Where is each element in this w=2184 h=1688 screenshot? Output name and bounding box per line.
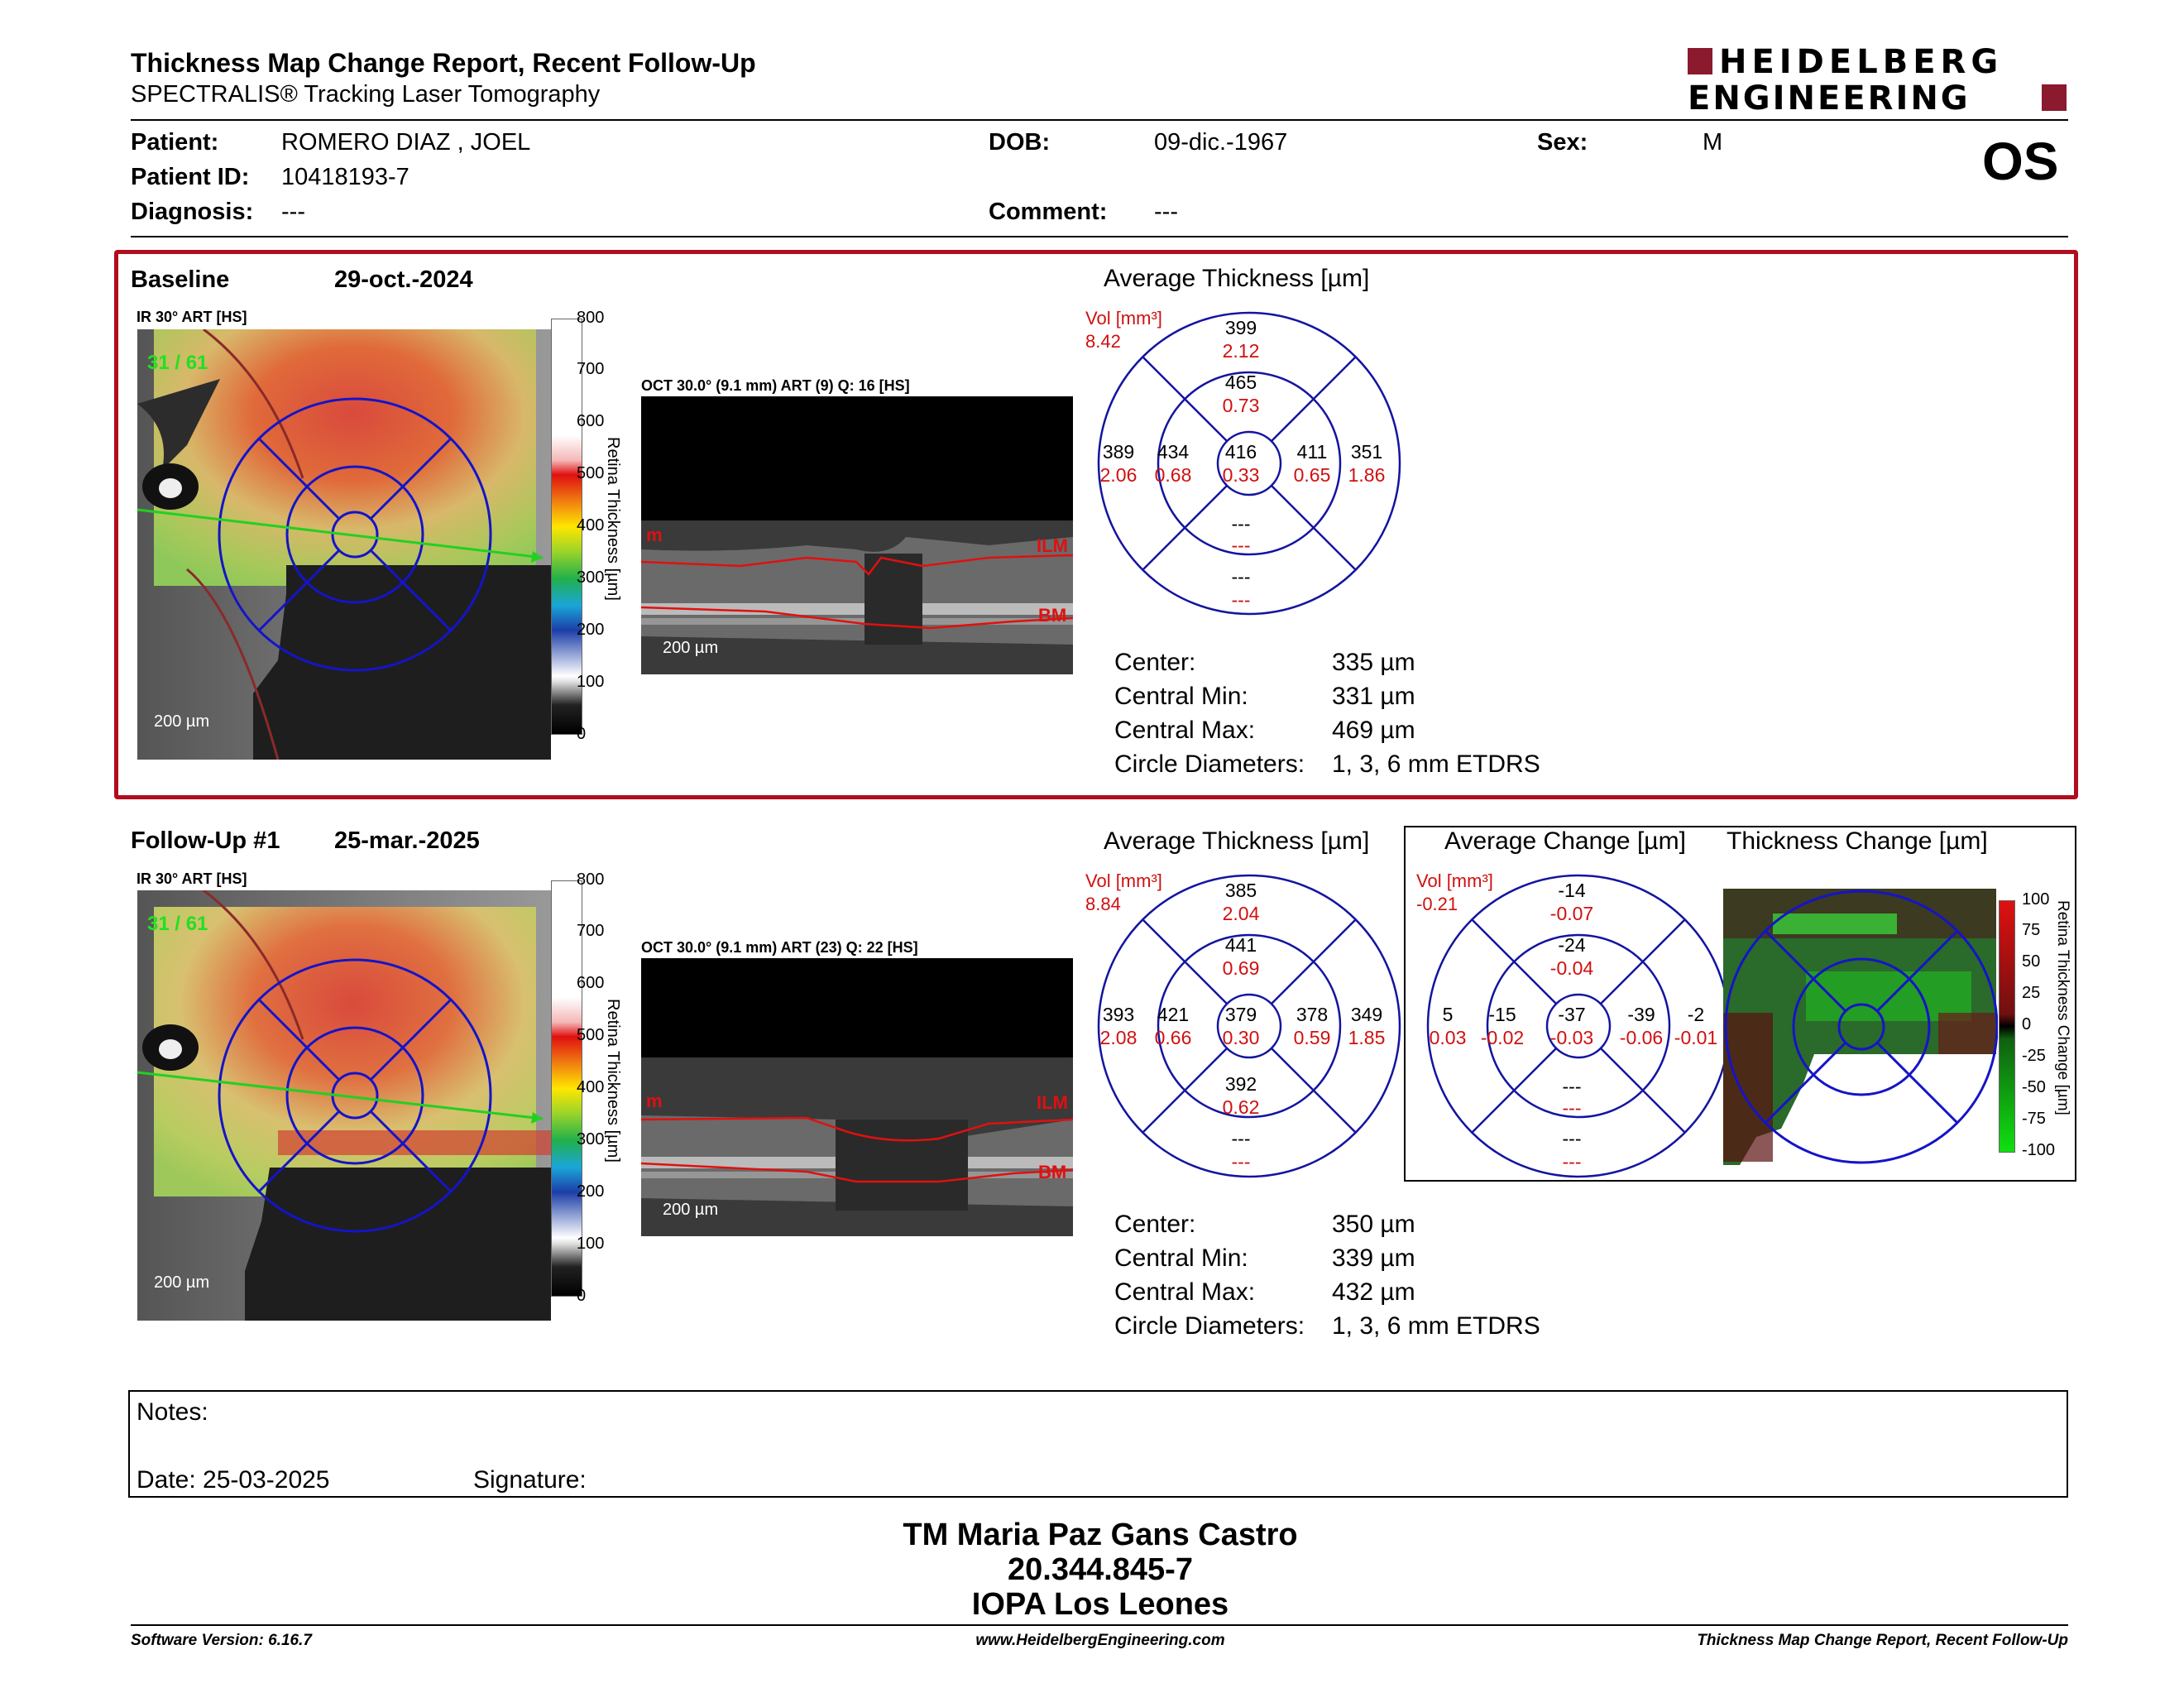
change-vol-value: -0.21 — [1416, 894, 1458, 914]
sex-value: M — [1703, 129, 1723, 156]
patient-label: Patient: — [131, 129, 219, 156]
oct-scalebar: 200 µm — [663, 1201, 719, 1219]
baseline-fundus-scalebar: 200 µm — [154, 712, 210, 731]
scale-tick: 300 — [577, 568, 605, 587]
scale-tick: 100 — [577, 673, 605, 691]
signer-clinic: IOPA Los Leones — [971, 1587, 1229, 1622]
etdrs-inner-left: 434 — [1157, 441, 1190, 463]
etdrs-outer-bottom-vol: --- — [1231, 1151, 1251, 1172]
heidelberg-logo — [1688, 45, 2068, 119]
change-scale-label: Retina Thickness Change [µm] — [2054, 900, 2071, 1115]
change-inner-left: -15 — [1488, 1004, 1516, 1025]
oct-m-marker: m — [646, 1091, 663, 1111]
etdrs-outer-right: 351 — [1350, 441, 1383, 463]
etdrs-inner-left-vol: 0.66 — [1154, 1027, 1192, 1048]
dob-label: DOB: — [989, 129, 1051, 156]
etdrs-inner-top-vol: 0.73 — [1222, 395, 1260, 416]
etdrs-outer-bottom-vol: --- — [1231, 589, 1251, 611]
change-scale-tick: -75 — [2022, 1110, 2046, 1128]
baseline-vol-value: 8.42 — [1085, 331, 1121, 352]
summary-min-label: Central Min: — [1114, 683, 1248, 710]
change-scale-tick: 50 — [2022, 952, 2041, 971]
change-center-vol: -0.03 — [1549, 1027, 1594, 1048]
followup-date: 25-mar.-2025 — [334, 827, 480, 854]
scale-tick: 300 — [577, 1130, 605, 1149]
summary-max-value: 432 µm — [1332, 1278, 1415, 1306]
change-scale — [1999, 900, 2015, 1153]
patient-id-value: 10418193-7 — [281, 164, 410, 190]
notes-signature: Signature: — [473, 1466, 587, 1494]
etdrs-outer-right-vol: 1.86 — [1348, 464, 1386, 486]
followup-oct-label: OCT 30.0° (9.1 mm) ART (23) Q: 22 [HS] — [641, 939, 918, 956]
notes-date: Date: 25-03-2025 — [136, 1466, 330, 1494]
patient-name: ROMERO DIAZ , JOEL — [281, 129, 531, 156]
etdrs-inner-right-vol: 0.59 — [1293, 1027, 1331, 1048]
change-scale-tick: -50 — [2022, 1078, 2046, 1096]
baseline-counter: 31 / 61 — [147, 352, 208, 374]
scale-tick: 600 — [577, 412, 605, 430]
summary-circ-value: 1, 3, 6 mm ETDRS — [1332, 1312, 1540, 1340]
etdrs-outer-top-vol: 2.12 — [1222, 340, 1260, 362]
change-inner-bottom-vol: --- — [1562, 1097, 1582, 1119]
summary-center-value: 335 µm — [1332, 649, 1415, 676]
footer-version: Software Version: 6.16.7 — [131, 1632, 312, 1649]
summary-max-value: 469 µm — [1332, 717, 1415, 744]
oct-scalebar: 200 µm — [663, 639, 719, 657]
notes-label: Notes: — [136, 1398, 208, 1426]
sex-label: Sex: — [1537, 129, 1588, 156]
change-scale-tick: -25 — [2022, 1047, 2046, 1065]
diagnosis-label: Diagnosis: — [131, 199, 254, 225]
change-inner-top-vol: -0.04 — [1549, 957, 1594, 979]
baseline-vol-label: Vol [mm³] — [1085, 308, 1162, 328]
change-outer-bottom: --- — [1562, 1128, 1582, 1149]
footer-report: Thickness Map Change Report, Recent Follow-Up — [1697, 1632, 2068, 1649]
logo-line1: HEIDELBERG — [1719, 43, 2004, 81]
summary-min-value: 331 µm — [1332, 683, 1415, 710]
change-outer-left: 5 — [1442, 1004, 1454, 1025]
scale-tick: 200 — [577, 621, 605, 639]
etdrs-inner-right: 378 — [1296, 1004, 1329, 1025]
etdrs-outer-bottom: --- — [1231, 1128, 1251, 1149]
summary-center-value: 350 µm — [1332, 1211, 1415, 1238]
change-scale-tick: 100 — [2022, 890, 2050, 909]
etdrs-center-vol: 0.33 — [1222, 464, 1260, 486]
oct-m-marker: m — [646, 525, 663, 545]
logo-line2: ENGINEERING — [1688, 79, 1971, 117]
summary-circ-value: 1, 3, 6 mm ETDRS — [1332, 750, 1540, 778]
baseline-label: Baseline — [131, 266, 230, 293]
report-title: Thickness Map Change Report, Recent Follow-Up — [131, 48, 756, 78]
summary-circ-label: Circle Diameters: — [1114, 1312, 1305, 1340]
baseline-oct-label: OCT 30.0° (9.1 mm) ART (9) Q: 16 [HS] — [641, 377, 910, 394]
thickness-change-map — [1723, 889, 1998, 1165]
scale-tick: 700 — [577, 360, 605, 378]
logo-square-icon — [1688, 48, 1712, 74]
change-outer-right-vol: -0.01 — [1674, 1027, 1718, 1048]
followup-counter: 31 / 61 — [147, 913, 208, 935]
followup-fundus-scalebar: 200 µm — [154, 1273, 210, 1292]
change-outer-bottom-vol: --- — [1562, 1151, 1582, 1172]
baseline-date: 29-oct.-2024 — [334, 266, 473, 293]
baseline-fundus-image — [137, 329, 551, 760]
etdrs-outer-left: 393 — [1102, 1004, 1135, 1025]
scale-tick: 600 — [577, 974, 605, 992]
followup-oct-image — [641, 958, 1073, 1236]
footer-website[interactable]: www.HeidelbergEngineering.com — [975, 1632, 1225, 1649]
scale-tick: 0 — [577, 725, 587, 743]
etdrs-inner-top: 465 — [1224, 372, 1257, 393]
summary-circ-label: Circle Diameters: — [1114, 750, 1305, 778]
followup-vol-value: 8.84 — [1085, 894, 1121, 914]
summary-center-label: Center: — [1114, 1211, 1196, 1238]
etdrs-inner-bottom-vol: 0.62 — [1222, 1096, 1260, 1118]
etdrs-inner-bottom: 392 — [1224, 1073, 1257, 1095]
etdrs-inner-left-vol: 0.68 — [1154, 464, 1192, 486]
summary-min-label: Central Min: — [1114, 1244, 1248, 1272]
followup-avg-title: Average Thickness [µm] — [1104, 827, 1370, 855]
change-scale-tick: -100 — [2022, 1141, 2056, 1159]
baseline-oct-image — [641, 396, 1073, 674]
change-inner-bottom: --- — [1562, 1076, 1582, 1097]
etdrs-outer-bottom: --- — [1231, 566, 1251, 587]
summary-max-label: Central Max: — [1114, 1278, 1256, 1306]
change-inner-top: -24 — [1558, 934, 1586, 956]
etdrs-outer-left: 389 — [1102, 441, 1135, 463]
etdrs-inner-bottom-vol: --- — [1231, 535, 1251, 556]
etdrs-inner-left: 421 — [1157, 1004, 1190, 1025]
etdrs-outer-left-vol: 2.06 — [1099, 464, 1138, 486]
scale-tick: 200 — [577, 1182, 605, 1201]
etdrs-center: 416 — [1224, 441, 1257, 463]
baseline-avg-title: Average Thickness [µm] — [1104, 265, 1370, 292]
change-outer-right: -2 — [1687, 1004, 1705, 1025]
oct-bm-label: BM — [1038, 605, 1067, 626]
followup-vol-label: Vol [mm³] — [1085, 870, 1162, 891]
etdrs-outer-left-vol: 2.08 — [1099, 1027, 1138, 1048]
change-inner-right-vol: -0.06 — [1619, 1027, 1664, 1048]
etdrs-inner-top-vol: 0.69 — [1222, 957, 1260, 979]
etdrs-outer-top-vol: 2.04 — [1222, 903, 1260, 924]
change-center: -37 — [1558, 1004, 1586, 1025]
followup-label: Follow-Up #1 — [131, 827, 280, 854]
scale-tick: 100 — [577, 1235, 605, 1253]
eye-label: OS — [1982, 132, 2059, 191]
signer-name: TM Maria Paz Gans Castro — [903, 1518, 1298, 1552]
thickness-change-title: Thickness Change [µm] — [1727, 827, 1988, 855]
change-outer-top: -14 — [1558, 880, 1586, 901]
oct-ilm-label: ILM — [1037, 535, 1068, 556]
baseline-ir-label: IR 30° ART [HS] — [136, 309, 247, 325]
signer-id: 20.344.845-7 — [1008, 1552, 1193, 1587]
change-inner-right: -39 — [1627, 1004, 1655, 1025]
etdrs-inner-bottom: --- — [1231, 513, 1251, 535]
etdrs-inner-top: 441 — [1224, 934, 1257, 956]
etdrs-inner-right: 411 — [1296, 441, 1328, 463]
etdrs-center-vol: 0.30 — [1222, 1027, 1260, 1048]
report-subtitle: SPECTRALIS® Tracking Laser Tomography — [131, 81, 601, 108]
comment-label: Comment: — [989, 199, 1108, 225]
etdrs-outer-right-vol: 1.85 — [1348, 1027, 1386, 1048]
change-scale-tick: 25 — [2022, 984, 2041, 1002]
change-scale-tick: 0 — [2022, 1015, 2032, 1033]
baseline-scale-label: Retina Thickness [µm] — [604, 437, 622, 601]
patient-id-label: Patient ID: — [131, 164, 250, 190]
etdrs-outer-right: 349 — [1350, 1004, 1383, 1025]
summary-min-value: 339 µm — [1332, 1244, 1415, 1272]
change-outer-left-vol: 0.03 — [1429, 1027, 1467, 1048]
comment-value: --- — [1154, 199, 1178, 225]
change-inner-left-vol: -0.02 — [1480, 1027, 1525, 1048]
scale-tick: 400 — [577, 516, 605, 535]
scale-tick: 0 — [577, 1287, 587, 1305]
scale-tick: 500 — [577, 464, 605, 482]
etdrs-center: 379 — [1224, 1004, 1257, 1025]
etdrs-outer-top: 385 — [1224, 880, 1257, 901]
oct-bm-label: BM — [1038, 1162, 1067, 1182]
change-vol-label: Vol [mm³] — [1416, 870, 1493, 891]
logo-square-icon — [2042, 84, 2067, 111]
etdrs-outer-top: 399 — [1224, 317, 1257, 338]
scale-tick: 500 — [577, 1026, 605, 1044]
notes-box[interactable] — [128, 1390, 2068, 1498]
change-scale-tick: 75 — [2022, 921, 2041, 939]
scale-tick: 800 — [577, 870, 605, 889]
dob-value: 09-dic.-1967 — [1154, 129, 1288, 156]
scale-tick: 800 — [577, 309, 605, 327]
diagnosis-value: --- — [281, 199, 305, 225]
scale-tick: 700 — [577, 922, 605, 940]
etdrs-inner-right-vol: 0.65 — [1293, 464, 1331, 486]
followup-fundus-image — [137, 890, 551, 1321]
change-outer-top-vol: -0.07 — [1549, 903, 1594, 924]
summary-max-label: Central Max: — [1114, 717, 1256, 744]
avg-change-title: Average Change [µm] — [1444, 827, 1686, 855]
oct-ilm-label: ILM — [1037, 1092, 1068, 1113]
summary-center-label: Center: — [1114, 649, 1196, 676]
scale-tick: 400 — [577, 1078, 605, 1096]
followup-scale-label: Retina Thickness [µm] — [604, 999, 622, 1163]
followup-ir-label: IR 30° ART [HS] — [136, 870, 247, 887]
